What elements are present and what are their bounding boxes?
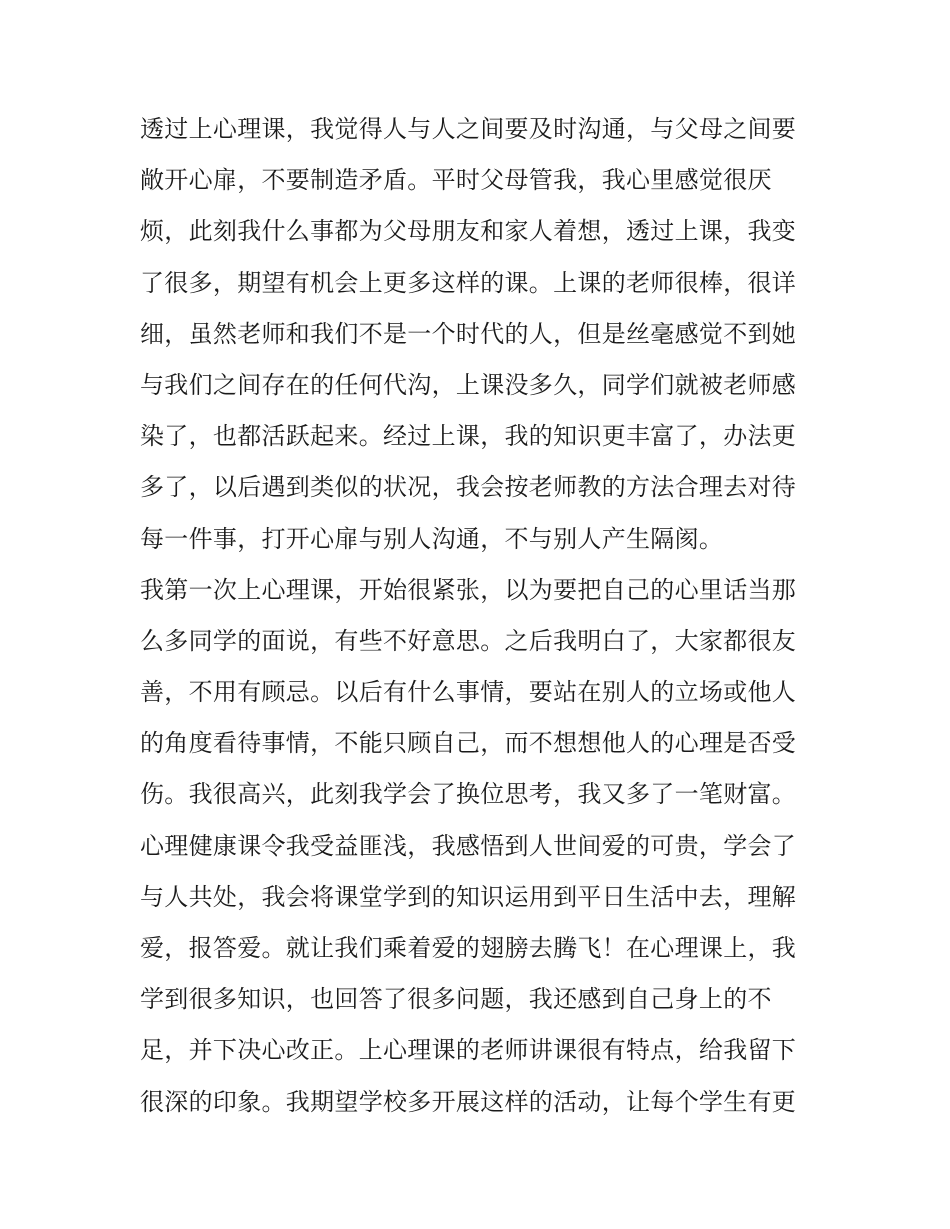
text-line: 与我们之间存在的任何代沟，上课没多久，同学们就被老师感 <box>140 370 797 399</box>
body-text <box>140 104 820 1128</box>
text-line: 我第一次上心理课，开始很紧张，以为要把自己的心里话当那 <box>140 575 797 604</box>
text-line: 足，并下决心改正。上心理课的老师讲课很有特点，给我留下 <box>140 1036 797 1065</box>
text-line: 多了，以后遇到类似的状况，我会按老师教的方法合理去对待 <box>140 473 797 502</box>
text-line: 敞开心扉，不要制造矛盾。平时父母管我，我心里感觉很厌 <box>140 166 772 195</box>
text-line: 善，不用有顾忌。以后有什么事情，要站在别人的立场或他人 <box>140 678 797 707</box>
text-line: 细，虽然老师和我们不是一个时代的人，但是丝毫感觉不到她 <box>140 319 797 348</box>
text-line: 伤。我很高兴，此刻我学会了换位思考，我又多了一笔财富。 <box>140 780 797 809</box>
text-line: 的角度看待事情，不能只顾自己，而不想想他人的心理是否受 <box>140 729 797 758</box>
text-line: 很深的印象。我期望学校多开展这样的活动，让每个学生有更 <box>140 1087 797 1116</box>
text-line: 心理健康课令我受益匪浅，我感悟到人世间爱的可贵，学会了 <box>140 831 797 860</box>
text-line: 染了，也都活跃起来。经过上课，我的知识更丰富了，办法更 <box>140 422 797 451</box>
text-line: 么多同学的面说，有些不好意思。之后我明白了，大家都很友 <box>140 626 797 655</box>
text-line: 爱，报答爱。就让我们乘着爱的翅膀去腾飞！在心理课上，我 <box>140 934 797 962</box>
text-line: 与人共处，我会将课堂学到的知识运用到平日生活中去，理解 <box>140 882 797 911</box>
text-line: 学到很多知识，也回答了很多问题，我还感到自己身上的不 <box>140 985 772 1014</box>
text-line: 烦，此刻我什么事都为父母朋友和家人着想，透过上课，我变 <box>140 217 797 246</box>
text-line: 透过上心理课，我觉得人与人之间要及时沟通，与父母之间要 <box>140 115 797 143</box>
text-line: 了很多，期望有机会上更多这样的课。上课的老师很棒，很详 <box>140 268 797 297</box>
text-line: 每一件事，打开心扉与别人沟通，不与别人产生隔阂。 <box>140 524 724 553</box>
